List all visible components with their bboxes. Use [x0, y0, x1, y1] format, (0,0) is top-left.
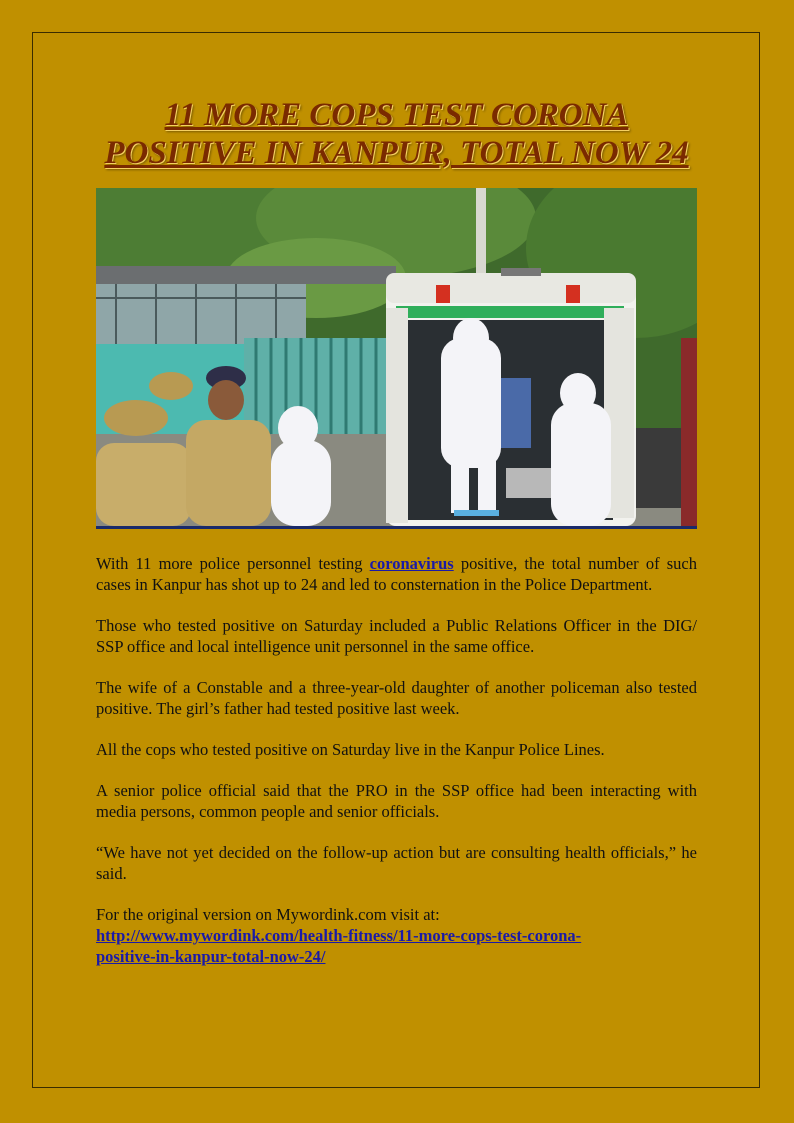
- paragraph-4: All the cops who tested positive on Saturday live in the Kanpur Police Lines.: [96, 740, 605, 759]
- ambulance-scene-illustration: [96, 188, 697, 526]
- paragraph-3: The wife of a Constable and a three-year-old daughter of another policeman also tested positive. The girl’s father had tested positive last week.: [96, 678, 697, 718]
- coronavirus-link[interactable]: coronavirus: [369, 554, 454, 573]
- paragraph-5: A senior police official said that the PRO in the SSP office had been interacting with media persons, common people and senior officials.: [96, 781, 697, 821]
- article-photo: [96, 188, 697, 529]
- paragraph-1: With 11 more police personnel testing coronavirus positive, the total number of such cases in Kanpur has shot up to 24 and led to consternation in the Police Department.: [96, 554, 697, 594]
- source-url-link[interactable]: http://www.mywordink.com/health-fitness/11-more-cops-test-corona- positive-in-kanpur-total-now-24/: [96, 926, 582, 966]
- article-body: [96, 553, 697, 987]
- paragraph-6: “We have not yet decided on the follow-up action but are consulting health officials,” he said.: [96, 843, 697, 883]
- source-note: [96, 904, 697, 967]
- title-line-1: 11 MORE COPS TEST CORONA: [164, 97, 629, 133]
- title-line-2: POSITIVE IN KANPUR, TOTAL NOW 24: [104, 135, 689, 171]
- paragraph-2: Those who tested positive on Saturday included a Public Relations Officer in the DIG/ SSP office and local intelligence unit personnel in the same office.: [96, 616, 697, 656]
- source-intro: For the original version on Mywordink.com visit at:: [96, 905, 440, 924]
- article-title: [96, 96, 697, 172]
